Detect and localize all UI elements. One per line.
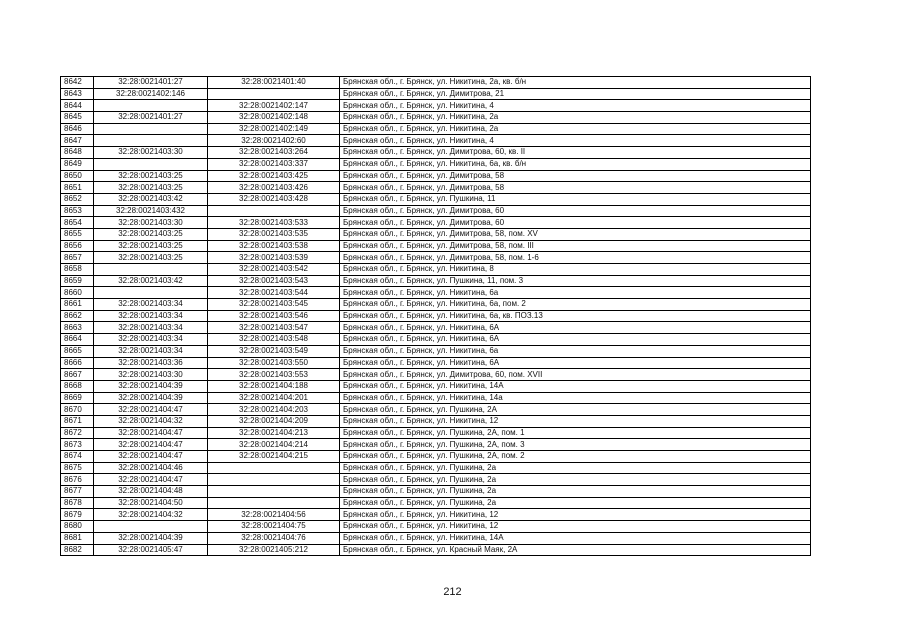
row-number-cell: 8671 — [61, 415, 94, 427]
row-number-cell: 8667 — [61, 369, 94, 381]
table-row — [61, 345, 811, 357]
row-number-cell: 8658 — [61, 264, 94, 276]
cadastral-number-cell: 32:28:0021401:27 — [94, 112, 208, 124]
cadastral-number-cell — [94, 521, 208, 533]
address-cell: Брянская обл., г. Брянск, ул. Никитина, 14А — [340, 532, 811, 544]
table-row — [61, 486, 811, 498]
table-row — [61, 322, 811, 334]
object-cadastral-number-cell: 32:28:0021403:264 — [208, 147, 340, 159]
cadastral-number-cell: 32:28:0021403:25 — [94, 170, 208, 182]
table-row — [61, 170, 811, 182]
row-number-cell: 8669 — [61, 392, 94, 404]
object-cadastral-number-cell: 32:28:0021403:546 — [208, 310, 340, 322]
address-cell: Брянская обл., г. Брянск, ул. Никитина, 6А — [340, 322, 811, 334]
address-cell: Брянская обл., г. Брянск, ул. Никитина, 12 — [340, 509, 811, 521]
table-row — [61, 217, 811, 229]
row-number-cell: 8653 — [61, 205, 94, 217]
object-cadastral-number-cell: 32:28:0021403:553 — [208, 369, 340, 381]
row-number-cell: 8662 — [61, 310, 94, 322]
cadastral-number-cell: 32:28:0021403:30 — [94, 147, 208, 159]
object-cadastral-number-cell: 32:28:0021404:75 — [208, 521, 340, 533]
object-cadastral-number-cell: 32:28:0021404:188 — [208, 380, 340, 392]
object-cadastral-number-cell: 32:28:0021403:535 — [208, 228, 340, 240]
cadastral-number-cell: 32:28:0021403:34 — [94, 322, 208, 334]
object-cadastral-number-cell — [208, 205, 340, 217]
row-number-cell: 8649 — [61, 158, 94, 170]
table-row — [61, 369, 811, 381]
row-number-cell: 8663 — [61, 322, 94, 334]
cadastral-number-cell — [94, 135, 208, 147]
table-row — [61, 451, 811, 463]
address-cell: Брянская обл., г. Брянск, ул. Димитрова, 58, пом. III — [340, 240, 811, 252]
table-row — [61, 123, 811, 135]
table-row — [61, 462, 811, 474]
row-number-cell: 8674 — [61, 451, 94, 463]
object-cadastral-number-cell: 32:28:0021403:542 — [208, 264, 340, 276]
cadastral-number-cell: 32:28:0021403:36 — [94, 357, 208, 369]
object-cadastral-number-cell: 32:28:0021405:212 — [208, 544, 340, 556]
cadastral-number-cell — [94, 264, 208, 276]
cadastral-number-cell: 32:28:0021405:47 — [94, 544, 208, 556]
row-number-cell: 8676 — [61, 474, 94, 486]
object-cadastral-number-cell — [208, 486, 340, 498]
object-cadastral-number-cell: 32:28:0021402:148 — [208, 112, 340, 124]
object-cadastral-number-cell: 32:28:0021404:203 — [208, 404, 340, 416]
cadastral-number-cell: 32:28:0021403:25 — [94, 252, 208, 264]
row-number-cell: 8642 — [61, 77, 94, 89]
table-row — [61, 532, 811, 544]
cadastral-number-cell — [94, 287, 208, 299]
row-number-cell: 8664 — [61, 334, 94, 346]
address-cell: Брянская обл., г. Брянск, ул. Пушкина, 2А, пом. 3 — [340, 439, 811, 451]
table-row — [61, 112, 811, 124]
table-row — [61, 135, 811, 147]
address-cell: Брянская обл., г. Брянск, ул. Красный Маяк, 2А — [340, 544, 811, 556]
row-number-cell: 8655 — [61, 228, 94, 240]
object-cadastral-number-cell: 32:28:0021403:548 — [208, 334, 340, 346]
row-number-cell: 8657 — [61, 252, 94, 264]
cadastral-number-cell — [94, 100, 208, 112]
address-cell: Брянская обл., г. Брянск, ул. Никитина, 4 — [340, 100, 811, 112]
table-row — [61, 88, 811, 100]
row-number-cell: 8652 — [61, 193, 94, 205]
address-cell: Брянская обл., г. Брянск, ул. Димитрова, 60, кв. II — [340, 147, 811, 159]
address-cell: Брянская обл., г. Брянск, ул. Пушкина, 2А — [340, 404, 811, 416]
object-cadastral-number-cell — [208, 474, 340, 486]
table-row — [61, 497, 811, 509]
object-cadastral-number-cell: 32:28:0021404:76 — [208, 532, 340, 544]
table-row — [61, 205, 811, 217]
registry-table-body — [61, 77, 811, 556]
cadastral-number-cell: 32:28:0021404:39 — [94, 380, 208, 392]
cadastral-number-cell: 32:28:0021403:30 — [94, 369, 208, 381]
row-number-cell: 8681 — [61, 532, 94, 544]
address-cell: Брянская обл., г. Брянск, ул. Пушкина, 2А, пом. 1 — [340, 427, 811, 439]
page-number: 212 — [443, 586, 462, 598]
cadastral-number-cell — [94, 158, 208, 170]
row-number-cell: 8648 — [61, 147, 94, 159]
table-row — [61, 100, 811, 112]
cadastral-number-cell: 32:28:0021403:34 — [94, 334, 208, 346]
address-cell: Брянская обл., г. Брянск, ул. Димитрова, 21 — [340, 88, 811, 100]
object-cadastral-number-cell: 32:28:0021403:539 — [208, 252, 340, 264]
object-cadastral-number-cell: 32:28:0021403:550 — [208, 357, 340, 369]
cadastral-number-cell: 32:28:0021404:47 — [94, 427, 208, 439]
cadastral-number-cell: 32:28:0021403:34 — [94, 299, 208, 311]
object-cadastral-number-cell: 32:28:0021403:426 — [208, 182, 340, 194]
table-row — [61, 228, 811, 240]
row-number-cell: 8654 — [61, 217, 94, 229]
address-cell: Брянская обл., г. Брянск, ул. Димитрова, 58 — [340, 170, 811, 182]
object-cadastral-number-cell: 32:28:0021404:209 — [208, 415, 340, 427]
row-number-cell: 8678 — [61, 497, 94, 509]
cadastral-number-cell: 32:28:0021404:50 — [94, 497, 208, 509]
object-cadastral-number-cell: 32:28:0021401:40 — [208, 77, 340, 89]
table-row — [61, 439, 811, 451]
object-cadastral-number-cell — [208, 462, 340, 474]
cadastral-number-cell: 32:28:0021403:34 — [94, 310, 208, 322]
table-row — [61, 474, 811, 486]
table-row — [61, 415, 811, 427]
row-number-cell: 8665 — [61, 345, 94, 357]
address-cell: Брянская обл., г. Брянск, ул. Никитина, 2а — [340, 123, 811, 135]
row-number-cell: 8682 — [61, 544, 94, 556]
row-number-cell: 8680 — [61, 521, 94, 533]
object-cadastral-number-cell: 32:28:0021404:213 — [208, 427, 340, 439]
object-cadastral-number-cell: 32:28:0021403:425 — [208, 170, 340, 182]
cadastral-number-cell: 32:28:0021404:39 — [94, 392, 208, 404]
address-cell: Брянская обл., г. Брянск, ул. Никитина, 2а, кв. б/н — [340, 77, 811, 89]
address-cell: Брянская обл., г. Брянск, ул. Димитрова, 60, пом. XVII — [340, 369, 811, 381]
object-cadastral-number-cell: 32:28:0021402:60 — [208, 135, 340, 147]
object-cadastral-number-cell: 32:28:0021402:149 — [208, 123, 340, 135]
row-number-cell: 8675 — [61, 462, 94, 474]
cadastral-number-cell: 32:28:0021404:32 — [94, 415, 208, 427]
object-cadastral-number-cell: 32:28:0021404:215 — [208, 451, 340, 463]
table-row — [61, 521, 811, 533]
cadastral-number-cell: 32:28:0021404:32 — [94, 509, 208, 521]
row-number-cell: 8645 — [61, 112, 94, 124]
cadastral-number-cell: 32:28:0021403:42 — [94, 275, 208, 287]
table-row — [61, 287, 811, 299]
address-cell: Брянская обл., г. Брянск, ул. Димитрова, 60 — [340, 205, 811, 217]
table-row — [61, 404, 811, 416]
object-cadastral-number-cell: 32:28:0021403:543 — [208, 275, 340, 287]
row-number-cell: 8673 — [61, 439, 94, 451]
row-number-cell: 8661 — [61, 299, 94, 311]
cadastral-number-cell: 32:28:0021403:25 — [94, 240, 208, 252]
object-cadastral-number-cell: 32:28:0021403:545 — [208, 299, 340, 311]
table-row — [61, 392, 811, 404]
address-cell: Брянская обл., г. Брянск, ул. Пушкина, 11, пом. 3 — [340, 275, 811, 287]
row-number-cell: 8646 — [61, 123, 94, 135]
table-row — [61, 357, 811, 369]
address-cell: Брянская обл., г. Брянск, ул. Никитина, 14А — [340, 380, 811, 392]
row-number-cell: 8670 — [61, 404, 94, 416]
address-cell: Брянская обл., г. Брянск, ул. Никитина, 4 — [340, 135, 811, 147]
row-number-cell: 8659 — [61, 275, 94, 287]
row-number-cell: 8679 — [61, 509, 94, 521]
object-cadastral-number-cell — [208, 497, 340, 509]
cadastral-number-cell: 32:28:0021401:27 — [94, 77, 208, 89]
cadastral-number-cell: 32:28:0021404:47 — [94, 404, 208, 416]
object-cadastral-number-cell: 32:28:0021403:428 — [208, 193, 340, 205]
table-row — [61, 310, 811, 322]
address-cell: Брянская обл., г. Брянск, ул. Никитина, 6а, кв. ПОЗ.13 — [340, 310, 811, 322]
cadastral-number-cell: 32:28:0021402:146 — [94, 88, 208, 100]
object-cadastral-number-cell: 32:28:0021403:533 — [208, 217, 340, 229]
address-cell: Брянская обл., г. Брянск, ул. Димитрова, 60 — [340, 217, 811, 229]
cadastral-number-cell — [94, 123, 208, 135]
registry-table — [60, 76, 811, 556]
object-cadastral-number-cell: 32:28:0021403:549 — [208, 345, 340, 357]
row-number-cell: 8650 — [61, 170, 94, 182]
cadastral-number-cell: 32:28:0021403:432 — [94, 205, 208, 217]
object-cadastral-number-cell: 32:28:0021403:544 — [208, 287, 340, 299]
table-row — [61, 193, 811, 205]
table-row — [61, 252, 811, 264]
table-row — [61, 264, 811, 276]
cadastral-number-cell: 32:28:0021404:48 — [94, 486, 208, 498]
address-cell: Брянская обл., г. Брянск, ул. Никитина, 14а — [340, 392, 811, 404]
table-row — [61, 544, 811, 556]
object-cadastral-number-cell: 32:28:0021403:538 — [208, 240, 340, 252]
address-cell: Брянская обл., г. Брянск, ул. Пушкина, 2а — [340, 497, 811, 509]
table-row — [61, 509, 811, 521]
table-row — [61, 427, 811, 439]
address-cell: Брянская обл., г. Брянск, ул. Никитина, 2а — [340, 112, 811, 124]
cadastral-number-cell: 32:28:0021404:47 — [94, 451, 208, 463]
table-row — [61, 158, 811, 170]
address-cell: Брянская обл., г. Брянск, ул. Пушкина, 2а — [340, 462, 811, 474]
address-cell: Брянская обл., г. Брянск, ул. Пушкина, 2А, пом. 2 — [340, 451, 811, 463]
cadastral-number-cell: 32:28:0021403:30 — [94, 217, 208, 229]
cadastral-number-cell: 32:28:0021403:42 — [94, 193, 208, 205]
address-cell: Брянская обл., г. Брянск, ул. Пушкина, 11 — [340, 193, 811, 205]
cadastral-number-cell: 32:28:0021403:34 — [94, 345, 208, 357]
address-cell: Брянская обл., г. Брянск, ул. Никитина, 6А — [340, 357, 811, 369]
address-cell: Брянская обл., г. Брянск, ул. Никитина, 6а — [340, 287, 811, 299]
table-row — [61, 77, 811, 89]
table-row — [61, 380, 811, 392]
cadastral-number-cell: 32:28:0021403:25 — [94, 228, 208, 240]
object-cadastral-number-cell — [208, 88, 340, 100]
address-cell: Брянская обл., г. Брянск, ул. Димитрова, 58, пом. 1-6 — [340, 252, 811, 264]
object-cadastral-number-cell: 32:28:0021404:56 — [208, 509, 340, 521]
row-number-cell: 8666 — [61, 357, 94, 369]
table-row — [61, 334, 811, 346]
row-number-cell: 8672 — [61, 427, 94, 439]
address-cell: Брянская обл., г. Брянск, ул. Никитина, 6а — [340, 345, 811, 357]
object-cadastral-number-cell: 32:28:0021403:547 — [208, 322, 340, 334]
row-number-cell: 8651 — [61, 182, 94, 194]
table-row — [61, 240, 811, 252]
address-cell: Брянская обл., г. Брянск, ул. Пушкина, 2а — [340, 486, 811, 498]
table-row — [61, 299, 811, 311]
table-row — [61, 147, 811, 159]
cadastral-number-cell: 32:28:0021404:47 — [94, 439, 208, 451]
address-cell: Брянская обл., г. Брянск, ул. Пушкина, 2а — [340, 474, 811, 486]
object-cadastral-number-cell: 32:28:0021403:337 — [208, 158, 340, 170]
cadastral-number-cell: 32:28:0021404:39 — [94, 532, 208, 544]
cadastral-number-cell: 32:28:0021404:47 — [94, 474, 208, 486]
row-number-cell: 8677 — [61, 486, 94, 498]
row-number-cell: 8644 — [61, 100, 94, 112]
object-cadastral-number-cell: 32:28:0021404:214 — [208, 439, 340, 451]
row-number-cell: 8647 — [61, 135, 94, 147]
address-cell: Брянская обл., г. Брянск, ул. Димитрова, 58, пом. XV — [340, 228, 811, 240]
table-row — [61, 275, 811, 287]
address-cell: Брянская обл., г. Брянск, ул. Димитрова, 58 — [340, 182, 811, 194]
cadastral-number-cell: 32:28:0021404:46 — [94, 462, 208, 474]
object-cadastral-number-cell: 32:28:0021402:147 — [208, 100, 340, 112]
row-number-cell: 8668 — [61, 380, 94, 392]
address-cell: Брянская обл., г. Брянск, ул. Никитина, 6а, пом. 2 — [340, 299, 811, 311]
row-number-cell: 8643 — [61, 88, 94, 100]
address-cell: Брянская обл., г. Брянск, ул. Никитина, 12 — [340, 415, 811, 427]
object-cadastral-number-cell: 32:28:0021404:201 — [208, 392, 340, 404]
address-cell: Брянская обл., г. Брянск, ул. Никитина, 12 — [340, 521, 811, 533]
address-cell: Брянская обл., г. Брянск, ул. Никитина, 6а, кв. б/н — [340, 158, 811, 170]
row-number-cell: 8660 — [61, 287, 94, 299]
cadastral-number-cell: 32:28:0021403:25 — [94, 182, 208, 194]
row-number-cell: 8656 — [61, 240, 94, 252]
table-row — [61, 182, 811, 194]
address-cell: Брянская обл., г. Брянск, ул. Никитина, 6А — [340, 334, 811, 346]
address-cell: Брянская обл., г. Брянск, ул. Никитина, 8 — [340, 264, 811, 276]
